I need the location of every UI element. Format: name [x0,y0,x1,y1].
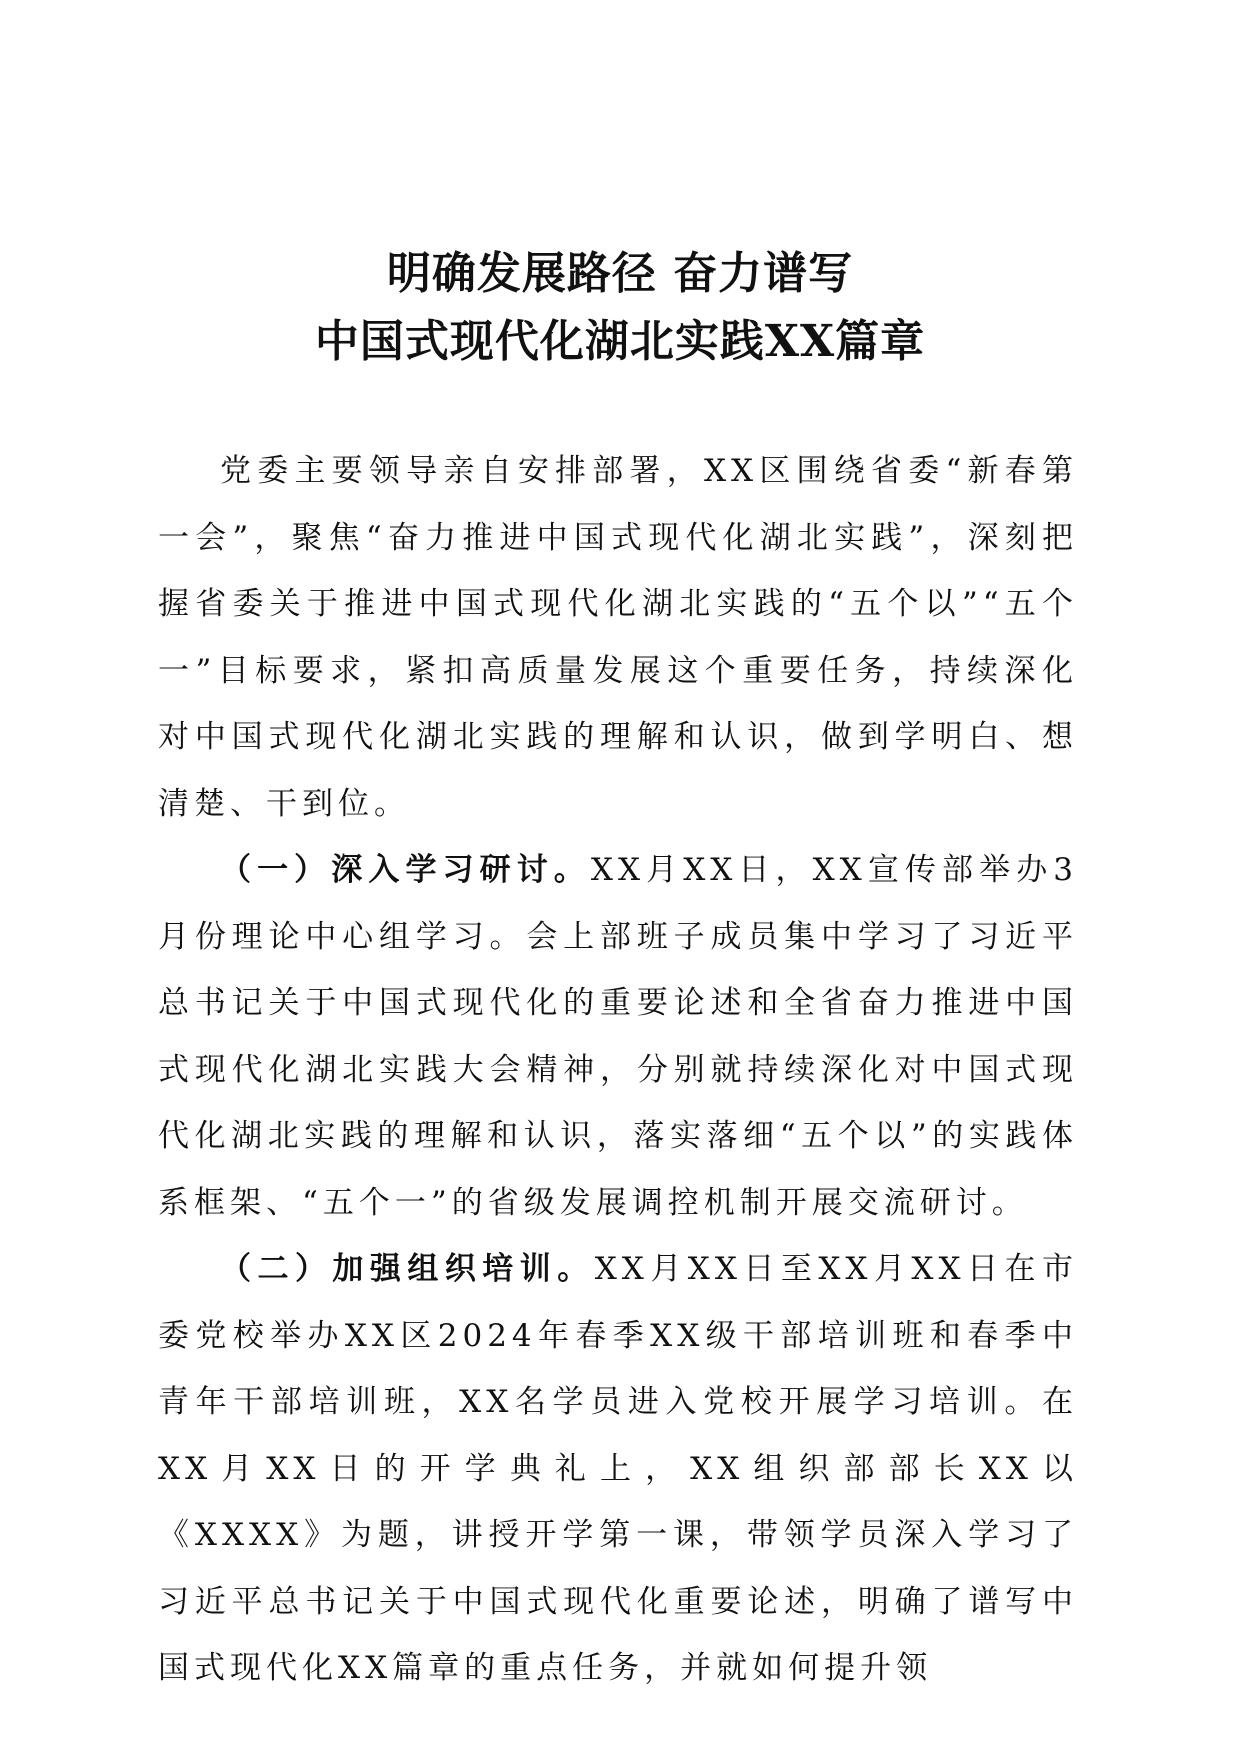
section-text-2: XX月XX日至XX月XX日在市委党校举办XX区2024年春季XX级干部培训班和春季中青年干部培训班，XX名学员进入党校开展学习培训。在XX月XX日的开学典礼上，XX组织部部长XX以《XXXX》为题，讲授开学第一课，带领学员深入学习了习近平总书记关于中国式现代化重要论述，明确了谱写中国式现代化XX篇章的重点任务，并就如何提升领 [158,1251,1078,1686]
document-title-line-1: 明确发展路径 奋力谱写 [386,248,854,299]
section-text-1: XX月XX日，XX宣传部举办3月份理论中心组学习。会上部班子成员集中学习了习近平总书记关于中国式现代化的重要论述和全省奋力推进中国式现代化湖北实践大会精神，分别就持续深化对中国式现代化湖北实践的理解和认识，落实落细“五个以”的实践体系框架、“五个一”的省级发展调控机制开展交流研讨。 [158,852,1079,1221]
section-heading-2: （二）加强组织培训。 [220,1251,595,1287]
document-title-line-2: 中国式现代化湖北实践XX篇章 [314,316,926,367]
intro-paragraph: 党委主要领导亲自安排部署，XX区围绕省委“新春第一会”，聚焦“奋力推进中国式现代化湖北实践”，深刻把握省委关于推进中国式现代化湖北实践的“五个以”“五个一”目标要求，紧扣高质量发展这个重要任务，持续深化对中国式现代化湖北实践的理解和认识，做到学明白、想清楚、干到位。 [158,453,1078,822]
section-heading-1: （一）深入学习研讨。 [220,852,591,888]
section-paragraph-2 [158,1236,1078,1702]
document-body [158,438,1078,1702]
section-paragraph-1 [158,837,1078,1236]
